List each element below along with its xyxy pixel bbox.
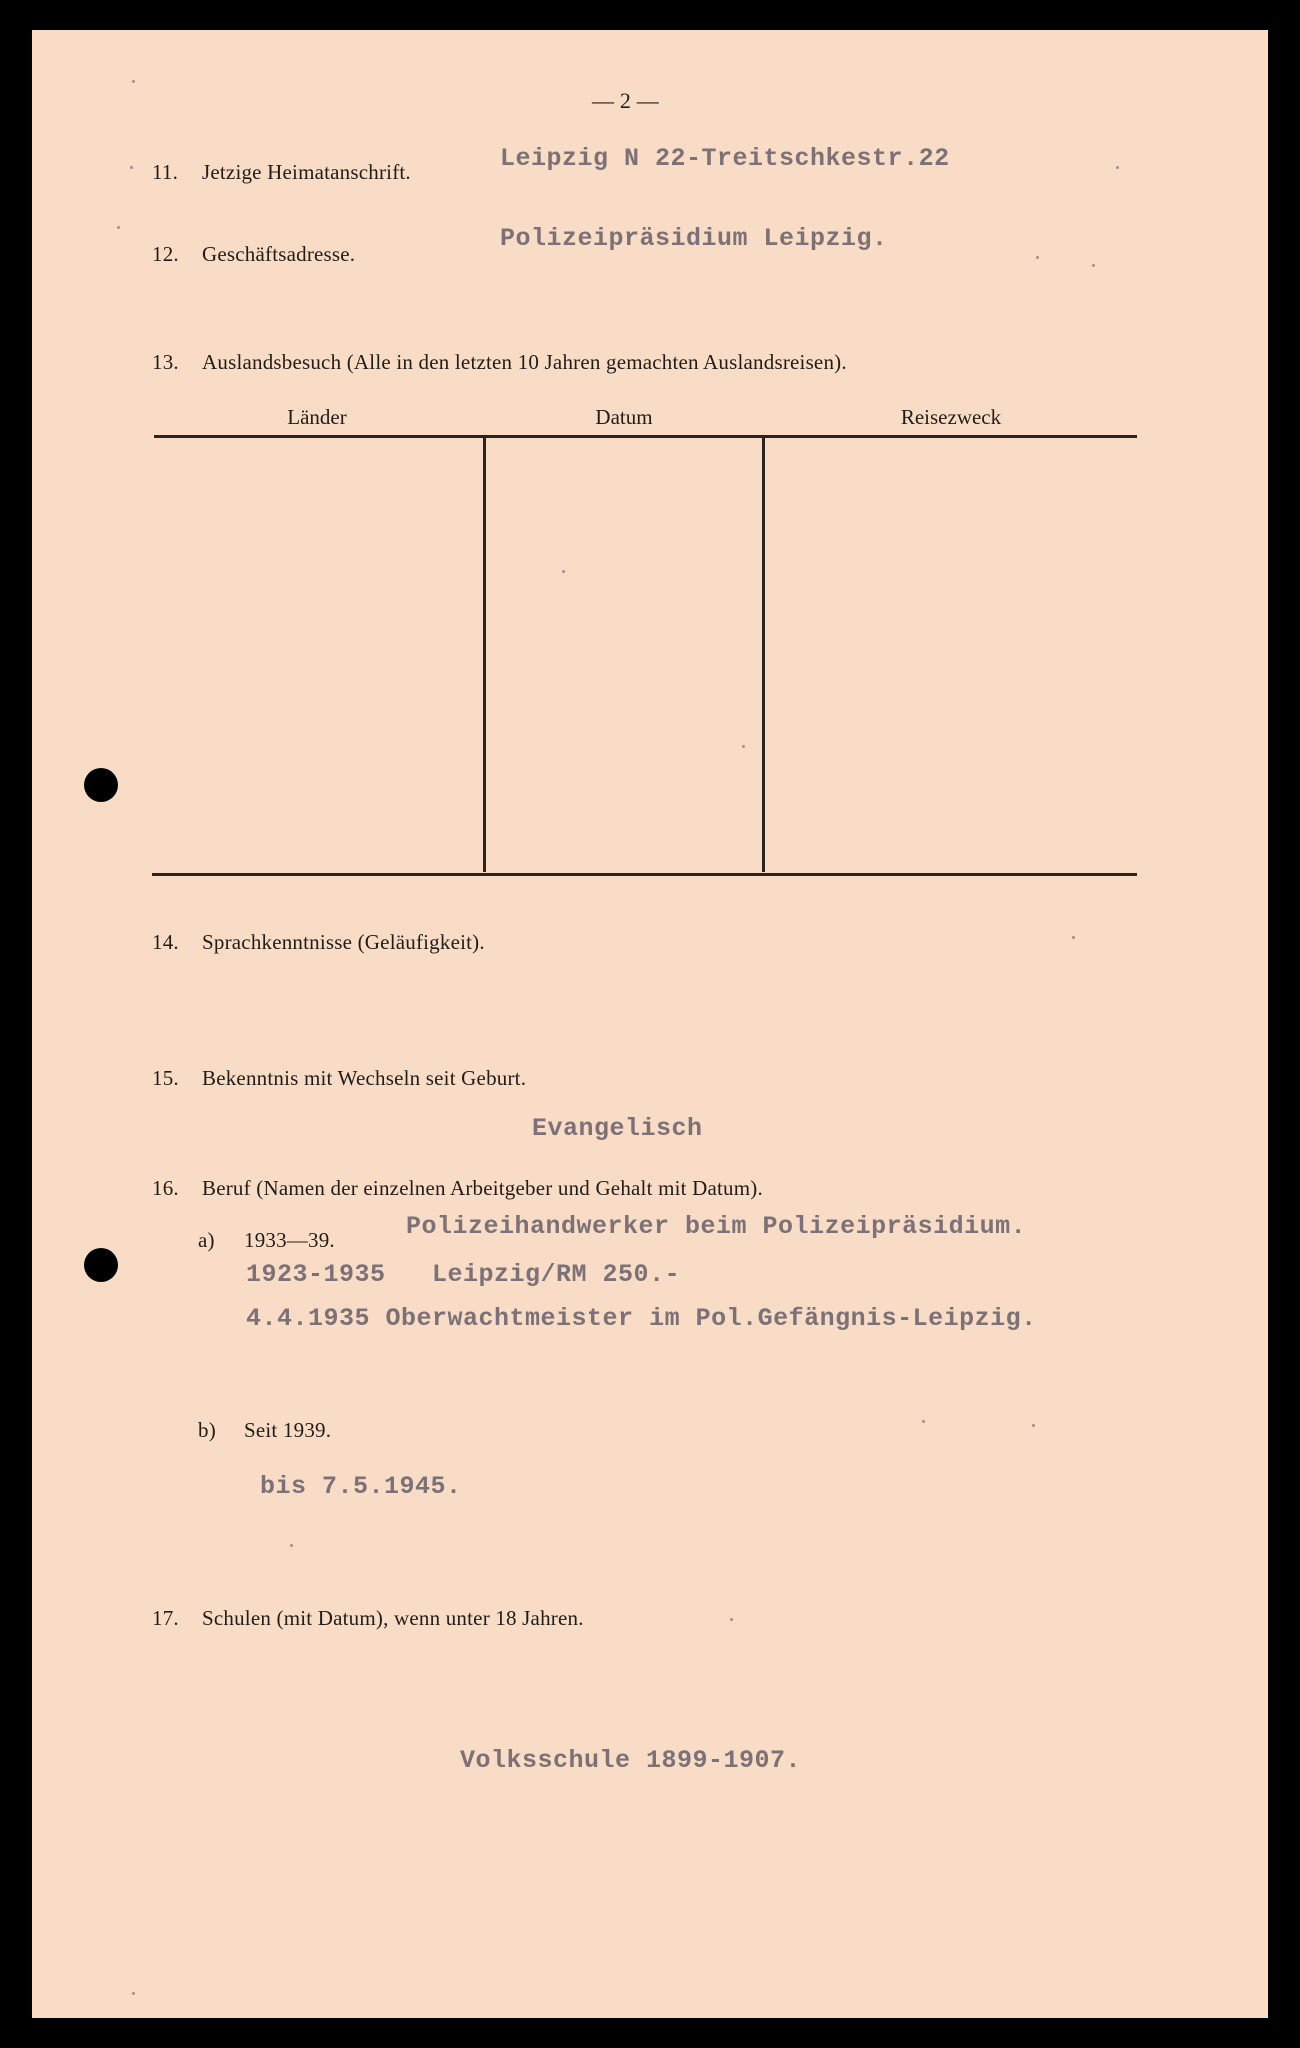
item-14-label	[152, 930, 485, 955]
item-12-number: 12.	[152, 242, 179, 266]
item-16b-marker: b)	[198, 1418, 216, 1442]
item-13-number: 13.	[152, 350, 179, 374]
paper-speck	[130, 166, 133, 169]
item-17-label	[152, 1606, 584, 1631]
item-12-label	[152, 242, 355, 267]
item-11-value: Leipzig N 22-Treitschkestr.22	[500, 144, 950, 173]
table-divider-1	[483, 438, 486, 872]
item-16a-line-2: 1923-1935 Leipzig/RM 250.-	[246, 1260, 681, 1289]
paper-speck	[132, 1992, 135, 1995]
item-16b-date: Seit 1939.	[244, 1418, 332, 1442]
paper-speck	[730, 1618, 733, 1621]
item-16a-date: 1933—39.	[244, 1228, 335, 1252]
table-divider-2	[762, 438, 765, 872]
table-bottom-rule	[152, 873, 1137, 876]
item-17-text: Schulen (mit Datum), wenn unter 18 Jahren.	[202, 1606, 584, 1630]
paper-speck	[1116, 166, 1119, 169]
paper-speck	[1072, 936, 1075, 939]
item-13-text: Auslandsbesuch (Alle in den letzten 10 Jahren gemachten Auslandsreisen).	[202, 350, 847, 374]
item-16a-line-1: Polizeihandwerker beim Polizeipräsidium.	[406, 1212, 1027, 1241]
paper-speck	[562, 570, 565, 573]
item-16-text: Beruf (Namen der einzelnen Arbeitgeber und Gehalt mit Datum).	[202, 1176, 763, 1200]
item-17-value: Volksschule 1899-1907.	[460, 1746, 802, 1775]
punch-hole-lower	[84, 1248, 118, 1282]
item-16-number: 16.	[152, 1176, 179, 1200]
item-16a-marker: a)	[198, 1228, 215, 1252]
table-top-rule	[154, 435, 1137, 438]
item-16b-line-1: bis 7.5.1945.	[260, 1472, 462, 1501]
column-header-datum: Datum	[595, 405, 653, 429]
item-11-text: Jetzige Heimatanschrift.	[202, 160, 411, 184]
item-14-text: Sprachkenntnisse (Geläufigkeit).	[202, 930, 485, 954]
punch-hole-upper	[84, 768, 118, 802]
paper-speck	[132, 80, 135, 83]
paper-speck	[742, 745, 745, 748]
item-12-value: Polizeipräsidium Leipzig.	[500, 224, 888, 253]
paper-speck	[117, 226, 120, 229]
item-15-number: 15.	[152, 1066, 179, 1090]
paper-speck	[1032, 1424, 1035, 1427]
paper-speck	[290, 1544, 293, 1547]
item-13-label	[152, 350, 847, 375]
paper-speck	[1036, 256, 1039, 259]
item-15-text: Bekenntnis mit Wechseln seit Geburt.	[202, 1066, 527, 1090]
paper-speck	[922, 1420, 925, 1423]
item-16a-line-3: 4.4.1935 Oberwachtmeister im Pol.Gefängnis-Leipzig.	[246, 1304, 1037, 1333]
item-12-text: Geschäftsadresse.	[202, 242, 356, 266]
page-number: — 2 —	[592, 88, 659, 113]
column-header-laender: Länder	[287, 405, 347, 429]
document-page	[32, 30, 1268, 2018]
item-15-value: Evangelisch	[532, 1114, 703, 1143]
paper-speck	[1092, 264, 1095, 267]
item-17-number: 17.	[152, 1606, 179, 1630]
item-11-label	[152, 160, 411, 185]
item-14-number: 14.	[152, 930, 179, 954]
item-15-label	[152, 1066, 526, 1091]
column-header-reisezweck: Reisezweck	[900, 405, 1002, 429]
item-16-label	[152, 1176, 763, 1201]
item-11-number: 11.	[152, 160, 179, 184]
